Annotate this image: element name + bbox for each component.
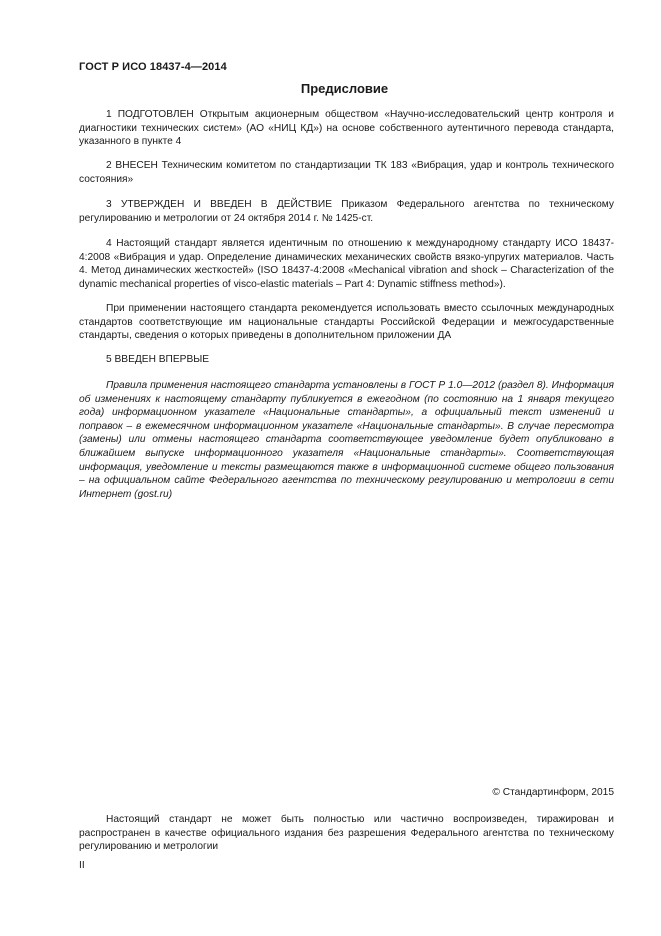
application-rules-text: Правила применения настоящего стандарта установлены в ГОСТ Р 1.0—2012 (раздел 8). Информация об изменениях к настоящему стандарту публикуется в ежегодном (по состоянию на 1 января текущего года) информационном указателе «Национальные стандарты», а официальный текст изменений и поправок – в ежемесячном информационном указателе «Национальные стандарты». В случае пересмотра (замены) или отмены настоящего стандарта соответствующее уведомление будет опубликовано в ближайшем выпуске информационного указателя «Национальные стандарты». Соответствующая информация, уведомление и тексты размещаются также в информационной системе общего пользования – на официальном сайте Федерального агентства по техническому регулированию и метрологии в сети Интернет (gost.ru) [79,380,614,500]
preface-item-1-text: 1 ПОДГОТОВЛЕН Открытым акционерным обществом «Научно-исследовательский центр контроля и диагностики технических систем» (АО «НИЦ КД») на основе собственного аутентичного перевода стандарта, указанного в пункте 4 [79,109,614,148]
page-number: II [79,860,85,871]
reproduction-notice-text: Настоящий стандарт не может быть полностью или частично воспроизведен, тиражирован и распространен в качестве официального издания без разрешения Федерального агентства по техническому регулированию и метрологии [79,814,614,853]
reproduction-notice [79,813,614,854]
preface-item-5 [79,353,614,367]
preface-item-3 [79,198,614,225]
page-title: Предисловие [300,81,389,96]
preface-item-4 [79,237,614,291]
copyright: © Стандартинформ, 2015 [492,787,614,798]
preface-item-2-text: 2 ВНЕСЕН Техническим комитетом по стандартизации ТК 183 «Вибрация, удар и контроль технического состояния» [79,160,614,185]
preface-item-4-note-text: При применении настоящего стандарта рекомендуется использовать вместо ссылочных международных стандартов соответствующие им национальные стандарты Российской Федерации и межгосударственные стандарты, сведения о которых приведены в дополнительном приложении ДА [79,303,614,342]
document-code: ГОСТ Р ИСО 18437-4—2014 [79,61,227,73]
preface-item-5-text: 5 ВВЕДЕН ВПЕРВЫЕ [106,354,210,365]
preface-item-3-text: 3 УТВЕРЖДЕН И ВВЕДЕН В ДЕЙСТВИЕ Приказом Федерального агентства по техническому регулированию и метрологии от 24 октября 2014 г. № 1425-ст. [79,199,614,224]
preface-item-4-text: 4 Настоящий стандарт является идентичным по отношению к международному стандарту ИСО 18437-4:2008 «Вибрация и удар. Определение динамических механических свойств вязко-упругих материалов. Часть 4. Метод динамических жесткостей» (ISO 18437-4:2008 «Mechanical vibration and shock – Characterization of the dynamic mechanical properties of visco-elastic materials – Part 4: Dynamic stiffness method»). [79,238,614,290]
preface-item-1 [79,108,614,149]
application-rules [79,379,614,501]
preface-item-4-note [79,302,614,343]
preface-item-2 [79,159,614,186]
